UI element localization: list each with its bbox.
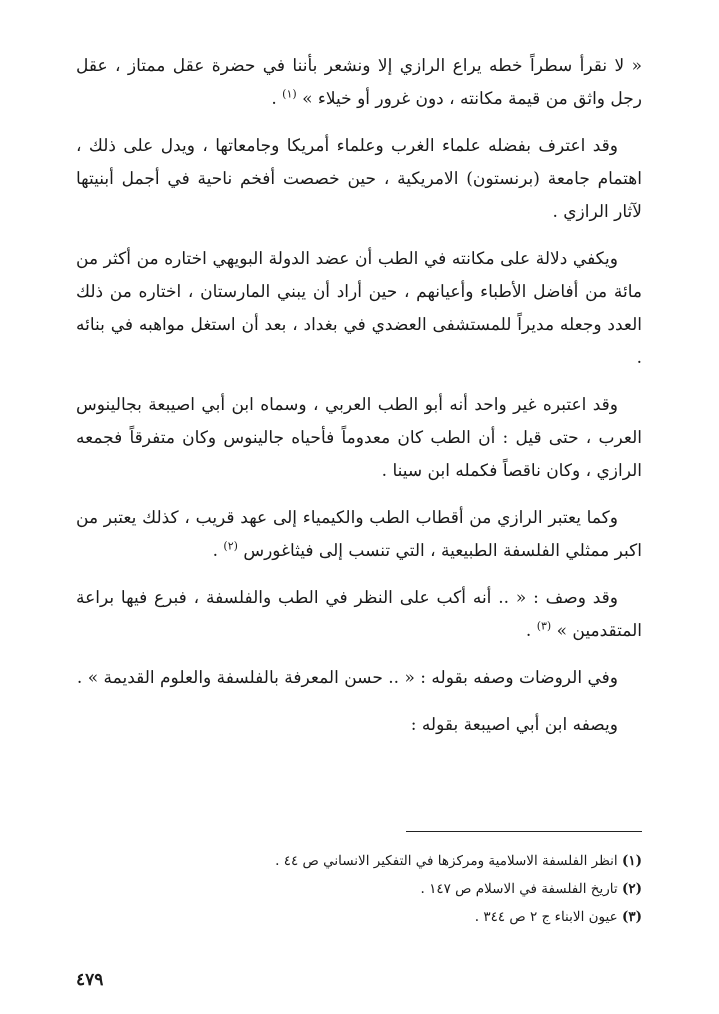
footnote <box>200 903 642 931</box>
body-text <box>76 50 642 756</box>
paragraph-text: وقد اعتبره غير واحد أنه أبو الطب العربي ، وسماه ابن أبي اصيبعة بجالينوس العرب ، حتى قيل : أن الطب كان معدوماً فأحياه جالينوس وكان متفرقاً فجمعه الرازي ، وكان ناقصاً فكمله ابن سينا . <box>76 395 642 481</box>
paragraph-text: ويكفي دلالة على مكانته في الطب أن عضد الدولة البويهي اختاره من أكثر من مائة من أفاضل الأطباء وأعيانهم ، حين أراد أن يبني المارستان ، اختاره من ذلك العدد وجعله مديراً للمستشفى العضدي في بغداد ، بعد أن استغل مواهبه في بنائه . <box>76 249 642 368</box>
footnote-text: عيون الابناء ج ٢ ص ٣٤٤ . <box>474 909 618 925</box>
footnote-ref: (١) <box>282 87 297 101</box>
paragraph-text: وقد اعترف بفضله علماء الغرب وعلماء أمريكا وجامعاتها ، ويدل على ذلك ، اهتمام جامعة (برنستون) الامريكية ، حين خصصت أفخم ناحية في أجمل أبنيتها لآثار الرازي . <box>76 136 643 222</box>
footnote <box>200 875 642 903</box>
footnote-number: (٢) <box>621 881 642 897</box>
paragraph <box>76 502 642 568</box>
paragraph-tail: . <box>271 89 283 109</box>
paragraph-text: ويصفه ابن أبي اصيبعة بقوله : <box>410 715 618 735</box>
paragraph-tail: . <box>525 621 537 641</box>
paragraph-tail: . <box>212 541 224 561</box>
paragraph <box>76 582 642 648</box>
footnotes <box>200 847 642 931</box>
page-number: ٤٧٩ <box>76 970 104 990</box>
paragraph <box>76 130 642 229</box>
paragraph <box>76 389 642 488</box>
footnote-number: (١) <box>621 853 642 869</box>
paragraph-text: وفي الروضات وصفه بقوله : « .. حسن المعرفة بالفلسفة والعلوم القديمة » . <box>76 668 618 688</box>
footnote-text: انظر الفلسفة الاسلامية ومركزها في التفكير الانساني ص ٤٤ . <box>275 853 618 869</box>
footnote-number: (٣) <box>621 909 642 925</box>
footnote-ref: (٣) <box>536 619 552 633</box>
paragraph-text: وكما يعتبر الرازي من أقطاب الطب والكيمياء إلى عهد قريب ، كذلك يعتبر من اكبر ممثلي الفلسفة الطبيعية ، التي تنسب إلى فيثاغورس <box>76 508 642 561</box>
paragraph-text: وقد وصف : « .. أنه أكب على النظر في الطب والفلسفة ، فبرع فيها براعة المتقدمين » <box>76 588 642 641</box>
footnote <box>200 847 642 875</box>
paragraph <box>76 243 642 375</box>
footnote-ref: (٢) <box>223 539 238 553</box>
paragraph <box>76 709 642 742</box>
footnote-text: تاريخ الفلسفة في الاسلام ص ١٤٧ . <box>420 881 618 897</box>
paragraph-text: « لا نقرأ سطراً خطه يراع الرازي إلا ونشعر بأننا في حضرة عقل ممتاز ، عقل رجل واثق من قيمة مكانته ، دون غرور أو خيلاء » <box>76 56 642 109</box>
paragraph-quote <box>76 50 642 116</box>
footnote-divider <box>406 831 642 832</box>
paragraph <box>76 662 642 695</box>
